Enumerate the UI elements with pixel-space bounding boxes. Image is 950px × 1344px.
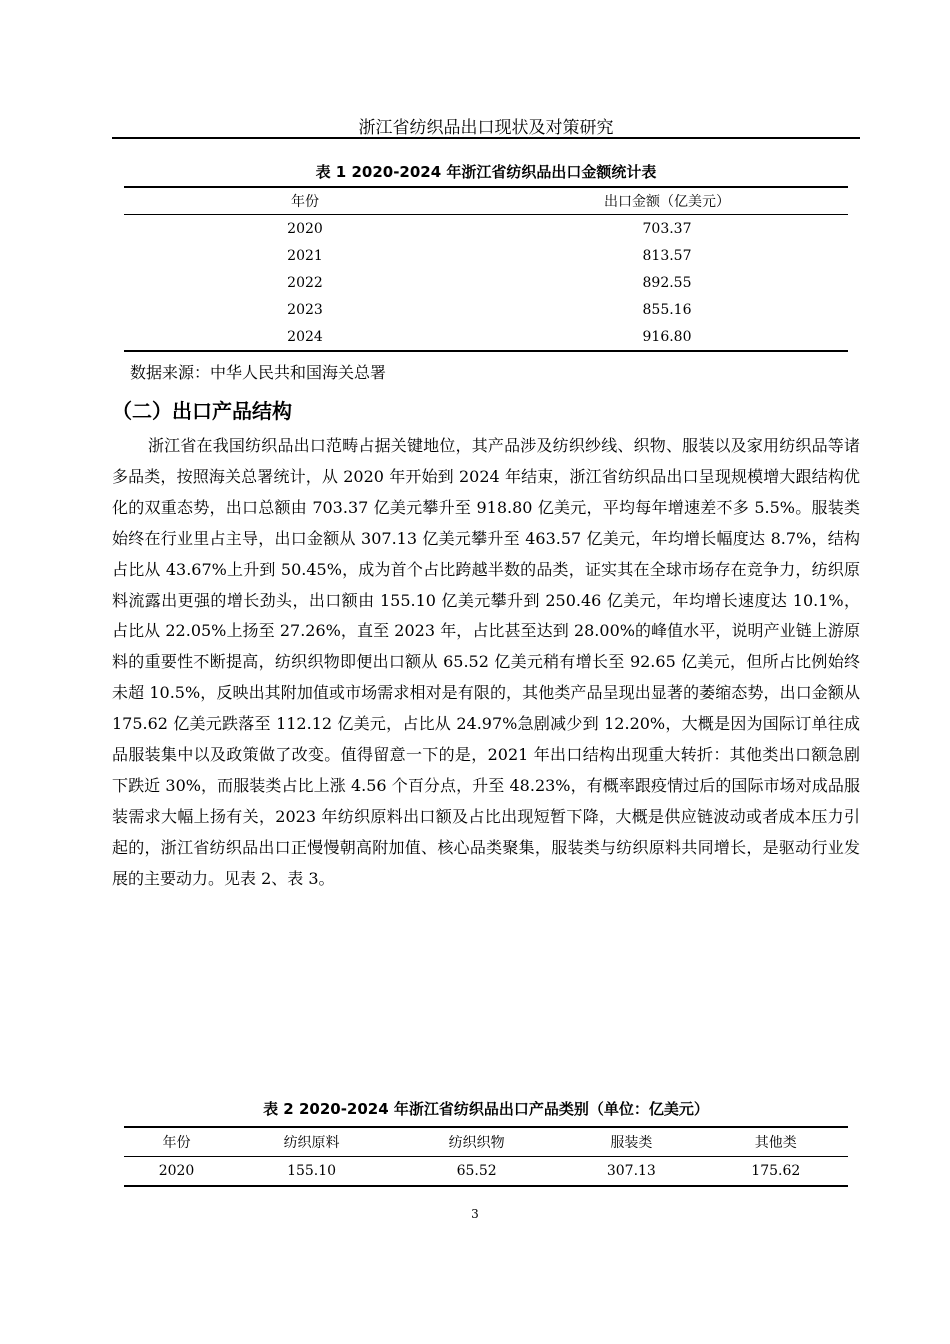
table2-header-raw-material: 纺织原料 <box>229 1127 394 1157</box>
table2-header-year: 年份 <box>124 1127 229 1157</box>
page-header-title: 浙江省纺织品出口现状及对策研究 <box>358 118 614 138</box>
section-heading: （二）出口产品结构 <box>112 399 292 423</box>
table1-cell-amount: 892.55 <box>642 274 692 291</box>
table2-header-apparel: 服装类 <box>559 1127 703 1157</box>
table1-header-year: 年份 <box>124 187 486 215</box>
table1-header-amount: 出口金额（亿美元） <box>486 187 848 215</box>
page-number: 3 <box>471 1207 479 1221</box>
table1-source-note: 数据来源：中华人民共和国海关总署 <box>130 363 387 382</box>
table1-cell-year: 2024 <box>287 328 323 345</box>
table2-header-row <box>124 1127 848 1157</box>
table2-cell-fabric: 65.52 <box>456 1163 497 1179</box>
table2-cell-apparel: 307.13 <box>606 1163 656 1179</box>
table-row <box>124 242 848 269</box>
table2-cell-year: 2020 <box>158 1163 195 1179</box>
table1-cell-amount: 813.57 <box>642 247 692 264</box>
table-row <box>124 215 848 243</box>
table1-caption: 表 1 2020-2024 年浙江省纺织品出口金额统计表 <box>315 163 657 181</box>
table-row <box>124 323 848 351</box>
table1-cell-year: 2023 <box>287 301 323 318</box>
table1 <box>124 186 848 352</box>
table-row <box>124 296 848 323</box>
table2-header-other: 其他类 <box>704 1127 848 1157</box>
table1-cell-amount: 703.37 <box>642 220 692 237</box>
table2-cell-raw-material: 155.10 <box>287 1163 337 1179</box>
table1-header-row <box>124 187 848 215</box>
body-paragraph: 浙江省在我国纺织品出口范畴占据关键地位，其产品涉及纺织纱线、织物、服装以及家用纺织品等诸多品类，按照海关总署统计，从 2020 年开始到 2024 年结束，浙江省纺织品出口呈现规模增大跟结构优化的双重态势，出口总额由 703.37 亿美元攀升至 918.80 亿美元，平均每年增速差不多 5.5%。服装类始终在行业里占主导，出口金额从 307.13 亿美元攀升至 463.57 亿美元，年均增长幅度达 8.7%，结构占比从 43.67%上升到 50.45%，成为首个占比跨越半数的品类，证实其在全球市场存在竞争力，纺织原料流露出更强的增长劲头，出口额由 155.10 亿美元攀升到 250.46 亿美元，年均增长速度达 10.1%，占比从 22.05%上扬至 27.26%，直至 2023 年，占比甚至达到 28.00%的峰值水平，说明产业链上游原料的重要性不断提高，纺织织物即便出口额从 65.52 亿美元稍有增长至 92.65 亿美元，但所占比例始终未超 10.5%，反映出其附加值或市场需求相对是有限的，其他类产品呈现出显著的萎缩态势，出口金额从 175.62 亿美元跌落至 112.12 亿美元，占比从 24.97%急剧减少到 12.20%，大概是因为国际订单往成品服装集中以及政策做了改变。值得留意一下的是，2021 年出口结构出现重大转折：其他类出口额急剧下跌近 30%，而服装类占比上涨 4.56 个百分点，升至 48.23%，有概率跟疫情过后的国际市场对成品服装需求大幅上扬有关，2023 年纺织原料出口额及占比出现短暂下降，大概是供应链波动或者成本压力引起的，浙江省纺织品出口正慢慢朝高附加值、核心品类聚集，服装类与纺织原料共同增长，是驱动行业发展的主要动力。见表 2、表 3。 <box>112 436 860 888</box>
table1-cell-year: 2021 <box>287 247 323 264</box>
table-row <box>124 1157 848 1187</box>
table1-cell-amount: 855.16 <box>642 301 692 318</box>
table2-cell-other: 175.62 <box>751 1163 801 1179</box>
table2-caption: 表 2 2020-2024 年浙江省纺织品出口产品类别（单位：亿美元） <box>263 1100 709 1118</box>
table1-cell-amount: 916.80 <box>642 328 692 345</box>
table1-cell-year: 2022 <box>287 274 323 291</box>
table2 <box>124 1126 848 1187</box>
table2-header-fabric: 纺织织物 <box>394 1127 559 1157</box>
table-row <box>124 269 848 296</box>
header-rule <box>112 137 860 139</box>
table1-cell-year: 2020 <box>287 220 323 237</box>
